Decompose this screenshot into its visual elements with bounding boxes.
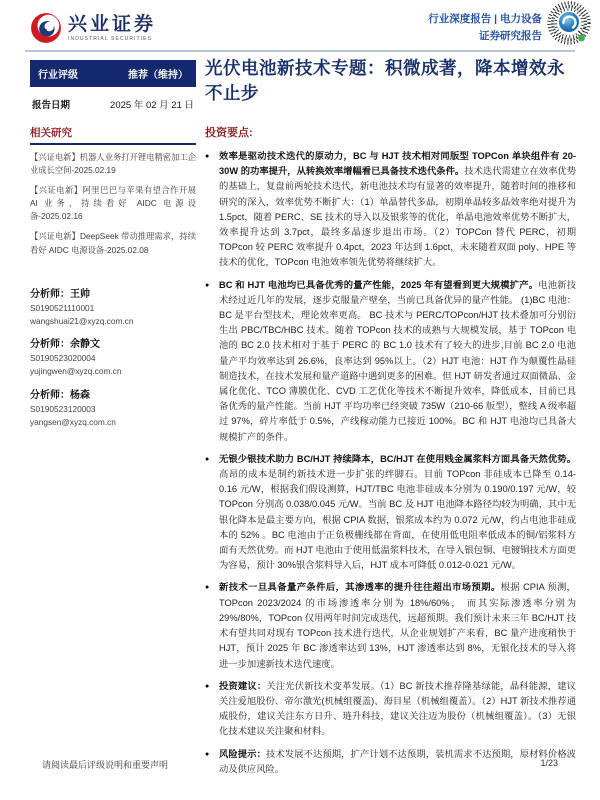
related-research-title: 相关研究 — [30, 125, 196, 145]
page-footer — [0, 758, 600, 771]
bullet-item — [205, 679, 576, 740]
company-seal-icon — [546, 1, 592, 47]
bullet-text — [219, 580, 576, 671]
doc-type: 证券研究报告 — [479, 30, 542, 42]
analyst-license-code: S0190521110001 — [30, 302, 95, 313]
main-content — [205, 56, 576, 784]
bullet-text — [219, 149, 576, 271]
bullet-lead: BC 和 HJT 电池均已具备优秀的量产性能，2025 年有望看到更大规模扩产。 — [219, 279, 539, 290]
bullet-dot-icon: ● — [205, 455, 210, 463]
bullet-list — [205, 149, 576, 777]
bullet-body: 技术迭代需建立在效率优势的基础上，复盘前两轮技术迭代，新电池技术均有显著的效率提升，随着时间的推移和研究的深入，效率优势不断扩大：（1）单晶替代多晶，初期单晶较多晶效率绝对提升为 1.5pct，随着 PERC、SE 技术的导入以及银浆等的优化，单晶电池效率优势不断扩大，效率提升达到 3.7pct，最终多晶逐步退出市场。（2）TOPCon 替代 PERC，初期 TOPcon 较 PERC 效率提升 0.4pct，2023 年达到 1.6pct，未来随着双面 poly、HPE 等技术的优化，TOPcon 电池效率领先优势将继续扩大。 — [219, 166, 576, 268]
bullet-text — [219, 679, 576, 740]
report-date-label: 报告日期 — [32, 100, 71, 111]
bullet-dot-icon: ● — [205, 584, 210, 592]
bullet-text — [219, 452, 576, 574]
bullet-lead: 风险提示： — [219, 748, 266, 759]
related-research-item: 【兴证电新】DeepSeek 带动推理需求，持续看好 AIDC 电源设备-2025.02.08 — [30, 231, 196, 255]
analyst-email: wangshuai21@xyzq.com.cn — [30, 315, 134, 326]
bullet-lead: 新技术一旦具备量产条件后，其渗透率的提升往往超出市场预期。 — [219, 582, 501, 593]
related-research-item: 【兴证电新】机器人业务打开锂电精密加工企业成长空间-2025.02.19 — [30, 152, 196, 176]
header-report-meta — [428, 12, 542, 44]
bullet-body: 根据 CPIA 预测，TOPcon 2023/2024 的市场渗透率分别为 18%/60%， 而其实际渗透率分别为 29%/80%，TOPcon 仅用两年时间完成迭代，远超预期。我们预计未来三年 BC/HJT 技术有望共同对现有 TOPcon 技术进行迭代，从企业规划扩产来看，BC 量产进度稍快于 HJT，预计 2025 年 BC 渗透率达到 13%，HJT 渗透率达到 8%，无银化技术的导入将进一步加速新技术迭代速度。 — [219, 582, 576, 669]
bullet-text — [219, 278, 576, 445]
bullet-body: 高昂的成本是制约新技术进一步扩张的绊脚石。目前 TOPcon 非硅成本已降至 0.14-0.16 元/W，根据我们假设测算，HJT/TBC 电池非硅成本分别为 0.190/0.197 元/W，较 TOPcon 分别高 0.038/0.045 元/W。当前 BC 及 HJT 电池降本路径均较为明确，其中无银化降本是最主要方向，根据 CPIA 数据，银浆成本约为 0.072 元/W，约占电池非硅成本的 52% 。BC 电池由于正负极栅线都在背面，在使用低电阻率低成本的铜/铝浆料方面有天然优势。而 HJT 电池由于使用低温浆料技术，在导入银包铜、电镀铜技术方面更为容易，预计 30%银含浆料导入后，HJT 成本可降低 0.012-0.021 元/W。 — [219, 469, 576, 571]
rating-label: 行业评级 — [38, 70, 78, 81]
rating-value: 推荐（维持） — [128, 70, 188, 81]
bullet-dot-icon: ● — [205, 281, 210, 289]
analyst-entry — [30, 386, 196, 429]
bullet-dot-icon: ● — [205, 153, 210, 160]
bullet-lead: 效率是驱动技术迭代的原动力，BC 与 HJT 技术相对同版型 TOPCon 单块组件有 20-30W 的功率提升，从转换效率增幅看已具备技术迭代条件。 — [219, 151, 576, 177]
bullet-dot-icon: ● — [205, 750, 210, 758]
brand-block — [30, 12, 156, 44]
analyst-name: 分析师：杨森 — [30, 390, 90, 402]
analyst-license-code: S0190523020004 — [30, 353, 96, 364]
bullet-item — [205, 278, 576, 445]
analyst-license-code: S0190523120003 — [30, 404, 96, 415]
brand-text — [68, 12, 156, 42]
header-divider — [25, 50, 575, 52]
investment-highlights-heading: 投资要点: — [205, 127, 253, 139]
report-date-row — [30, 97, 196, 111]
related-research-item: 【兴证电新】阿里巴巴与苹果有望合作开展 AI 业务，持续看好 AIDC 电源设备-2025.02.16 — [30, 185, 196, 222]
sidebar — [30, 60, 196, 437]
industry-rating-box — [30, 60, 196, 87]
bullet-body: 关注光伏新技术变革发展。（1）BC 新技术推荐隆基绿能，晶科能源，建议关注爱旭股份、帝尔激光(机械组覆盖)、海目星（机械组覆盖）。（2）HJT 新技术推荐通威股份，建议关注东方日升、琏升科技，建议关注迈为股份（机械组覆盖）。（3）无银化技术建议关注聚和材料。 — [219, 680, 576, 737]
company-logo-icon — [30, 12, 62, 44]
analysts-block — [30, 285, 196, 429]
brand-name-en: INDUSTRIAL SECURITIES — [68, 36, 153, 42]
report-type-sector: 行业深度报告 | 电力设备 — [428, 13, 542, 25]
footer-disclaimer: 请阅读最后评级说明和重要声明 — [42, 760, 169, 770]
bullet-dot-icon: ● — [205, 682, 210, 690]
bullet-lead: 投资建议： — [219, 680, 267, 691]
bullet-item — [205, 149, 576, 271]
bullet-item — [205, 580, 576, 671]
analyst-email: yangsen@xyzq.com.cn — [30, 416, 116, 427]
report-date-value: 2025 年 02 月 21 日 — [110, 100, 194, 111]
analyst-name: 分析师：王帅 — [30, 288, 90, 300]
related-research-list — [30, 151, 196, 257]
bullet-item — [205, 452, 576, 574]
analyst-email: yujingwen@xyzq.com.cn — [30, 366, 122, 377]
bullet-lead: 无银少银技术助力 BC/HJT 持续降本，BC/HJT 在使用贱金属浆料方面具备天然优势。 — [219, 453, 576, 464]
analyst-entry — [30, 335, 196, 378]
analyst-name: 分析师：余静文 — [30, 339, 100, 351]
analyst-entry — [30, 285, 196, 328]
brand-name-cn: 兴业证券 — [68, 14, 157, 35]
report-title: 光伏电池新技术专题：积微成著，降本增效永不止步 — [205, 58, 565, 103]
bullet-body: 电池新技术经过近几年的发展，逐步克服量产壁垒，当前已具备优异的量产性能。 (1)BC 电池：BC 是平台型技术，理论效率更高。 BC 技术与 PERC/TOPcon/HJT 技术叠加可分别衍生出 PBC/TBC/HBC 技术。随着 TOPcon 技术的成熟与大规模发展，基于 TOPcon 电池的 BC 2.0 技术相对于基于 PERC 的 BC 1.0 技术有了较大的进步,目前 BC 2.0 电池量产平均效率达到 26.6%，良率达到 95%以上。（2）HJT 电池：HJT 作为颠覆性晶硅制造技术，在技术发展和量产道路中遇到更多的困难。但 HJT 研发者通过双面微晶、金属化优化、TCO 薄膜优化、CVD 工艺优化等技术不断提升效率，降低成本，目前已具备优秀的量产性能。当前 HJT 平均功率已经突破 735W（210-66 版型），整线 A 级率超过 97%，碎片率低于 0.5%，产线稼动能力已接近 100%。BC 和 HJT 电池均已具备大规模扩产的条件。 — [219, 279, 576, 442]
page-number: 1/23 — [540, 758, 558, 768]
bullet-body: 技术发展不达预期，扩产计划不达预期，装机需求不达预期，原材料价格波动及供应风险。 — [219, 748, 576, 774]
